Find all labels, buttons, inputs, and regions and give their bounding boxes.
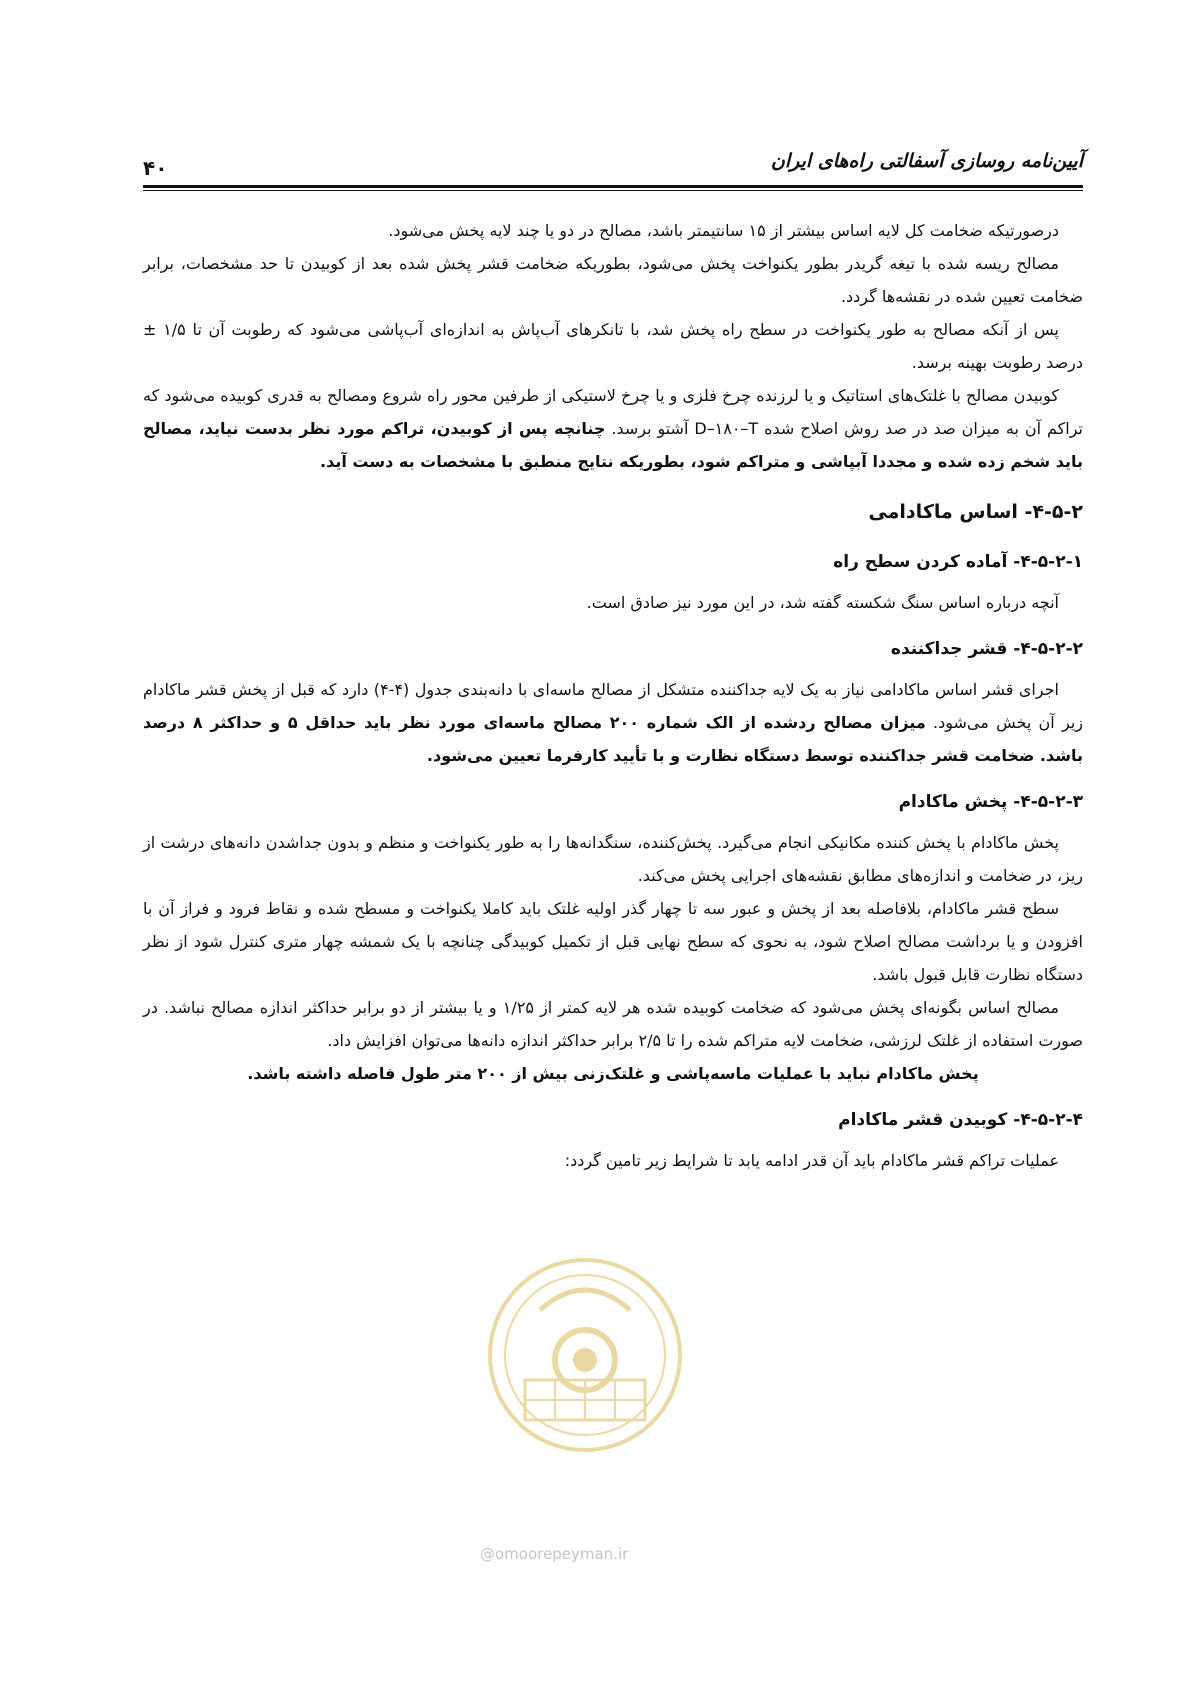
watermark-site: @omoorepeyman.ir (480, 1545, 629, 1563)
header-rule-thick (143, 185, 1083, 188)
subsection-heading-separator-layer: ۴-۵-۲-۲- قشر جداکننده (890, 639, 1083, 659)
running-title: آیین‌نامه روسازی آسفالتی راه‌های ایران (770, 150, 1083, 172)
paragraph-8: سطح قشر ماکادام، بلافاصله بعد از پخش و عبور سه تا چهار گذر اولیه غلتک باید کاملا یکنواخت و مسطح شده و نقاط فرود و فراز آن با افزودن و یا برداشت مصالح اصلاح شود، به نحوی که سطح نهایی قبل از تکمیل کوبیدگی چنانچه با یک شمشه چهار متری کنترل شود از نظر دستگاه نظارت قابل قبول باشد. (143, 899, 1083, 984)
paragraph-11: عملیات تراکم قشر ماکادام باید آن قدر ادامه یابد تا شرایط زیر تامین گردد: (564, 1151, 1059, 1170)
paragraph-6-bold: میزان مصالح ردشده از الک شماره ۲۰۰ مصالح ماسه‌ای مورد نظر باید حداقل ۵ و حداکثر ۸ درصد باشد. ضخامت قشر جداکننده توسط دستگاه نظارت و با تأیید کارفرما تعیین می‌شود. (143, 713, 1083, 765)
paragraph-9: مصالح اساس بگونه‌ای پخش می‌شود که ضخامت کوبیده شده هر لایه کمتر از ۱/۲۵ و یا بیشتر از دو برابر حداکثر اندازه مصالح نباشد. در صورت استفاده از غلتک لرزشی، ضخامت لایه متراکم شده را تا ۲/۵ برابر حداکثر اندازه دانه‌ها می‌توان افزایش داد. (143, 998, 1083, 1050)
paragraph-1: درصورتیکه ضخامت کل لایه اساس بیشتر از ۱۵ سانتیمتر باشد، مصالح در دو یا چند لایه پخش می‌شود. (388, 221, 1059, 240)
header-rule-thin (143, 190, 1083, 191)
paragraph-10-bold: پخش ماکادام نباید با عملیات ماسه‌پاشی و غلتک‌زنی بیش از ۲۰۰ متر طول فاصله داشته باشد. (247, 1064, 979, 1083)
section-heading-macadam-base: ۴-۵-۲- اساس ماکادامی (868, 501, 1083, 523)
paragraph-3: پس از آنکه مصالح به طور یکنواخت در سطح راه پخش شد، با تانکرهای آب‌پاش به اندازه‌ای آب‌پاشی می‌شود که رطوبت آن تا ۱/۵ ± درصد رطوبت بهینه برسد. (143, 320, 1083, 372)
subsection-heading-road-surface: ۴-۵-۲-۱- آماده کردن سطح راه (833, 552, 1083, 572)
paragraph-4-text: کوبیدن مصالح با غلتک‌های استاتیک و یا لرزنده چرخ فلزی و یا چرخ لاستیکی از طرفین محور راه شروع ومصالح به قدری کوبیده می‌شود که تراکم آن به میزان صد در صد روش اصلاح شده D–۱۸۰–T آشتو برسد. (143, 386, 1084, 438)
page-number: ۴۰ (143, 156, 168, 180)
paragraph-4 (143, 379, 1083, 478)
paragraph-10 (143, 1057, 1083, 1090)
subsection-heading-macadam-compaction: ۴-۵-۲-۴- کوبیدن قشر ماکادام (838, 1110, 1083, 1130)
watermark-seal-icon (470, 1250, 700, 1460)
paragraph-4-bold: چنانچه پس از کوبیدن، تراکم مورد نظر بدست نیاید، مصالح باید شخم زده شده و مجددا آبپاشی و متراکم شود، بطوریکه نتایج منطبق با مشخصات به دست آید. (143, 419, 1083, 471)
paragraph-5: آنچه درباره اساس سنگ شکسته گفته شد، در این مورد نیز صادق است. (586, 593, 1059, 612)
paragraph-7: پخش ماکادام با پخش کننده مکانیکی انجام می‌گیرد. پخش‌کننده، سنگدانه‌ها را به طور یکنواخت و منظم و بدون جداشدن دانه‌های درشت از ریز، در ضخامت و اندازه‌های مطابق نقشه‌های اجرایی پخش می‌کند. (143, 833, 1083, 885)
paragraph-6 (143, 673, 1083, 772)
page-body (143, 214, 1083, 1177)
paragraph-2: مصالح ریسه شده با تیغه گریدر بطور یکنواخت پخش می‌شود، بطوریکه ضخامت قشر پخش شده بعد از کوبیدن تا حد مشخصات، برابر ضخامت تعیین شده در نقشه‌ها گردد. (143, 254, 1083, 306)
page-header (143, 148, 1083, 188)
subsection-heading-macadam-spreading: ۴-۵-۲-۳- پخش ماکادام (898, 792, 1083, 812)
paragraph-6-text: اجرای قشر اساس ماکادامی نیاز به یک لایه جداکننده متشکل از مصالح ماسه‌ای با دانه‌بندی جدول (۴-۴) دارد که قبل از پخش قشر ماکادام زیر آن پخش می‌شود. (143, 680, 1083, 732)
